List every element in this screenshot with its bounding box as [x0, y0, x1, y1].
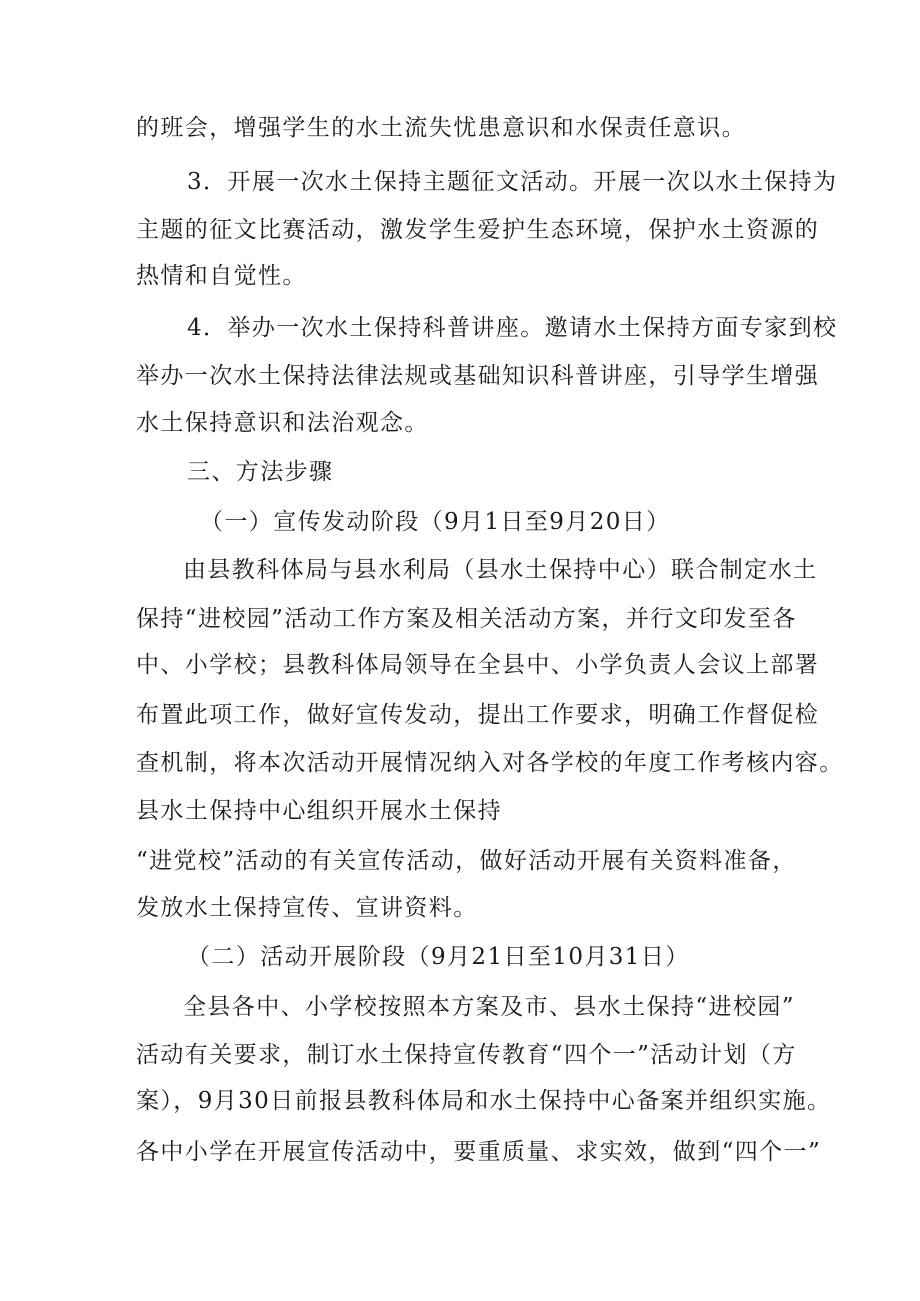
paragraph-line: 中、小学校；县教科体局领导在全县中、小学负责人会议上部署 [136, 652, 820, 678]
paragraph-line: 主题的征文比赛活动，激发学生爱护生态环境，保护水土资源的 [136, 217, 820, 243]
paragraph-line: 布置此项工作，做好宣传发动，提出工作要求，明确工作督促检 [136, 702, 820, 728]
paragraph-line: 发放水土保持宣传、宣讲资料。 [136, 895, 478, 921]
paragraph-line: 全县各中、小学校按照本方案及市、县水土保持“进校园” [183, 994, 795, 1020]
paragraph-line: 举办一次水土保持法律法规或基础知识科普讲座，引导学生增强 [136, 363, 820, 389]
subsection-heading: （一）宣传发动阶段（9月1日至9月20日） [200, 509, 671, 535]
paragraph-line: 的班会，增强学生的水土流失忧患意识和水保责任意识。 [136, 115, 746, 141]
paragraph-line: 活动有关要求，制订水土保持宣传教育“四个一”活动计划（方 [136, 1042, 797, 1068]
paragraph-line: 由县教科体局与县水利局（县水土保持中心）联合制定水土 [183, 557, 818, 583]
paragraph-line: 4．举办一次水土保持科普讲座。邀请水土保持方面专家到校 [187, 315, 838, 341]
paragraph-line: 县水土保持中心组织开展水土保持 [136, 798, 502, 824]
section-heading: 三、方法步骤 [187, 459, 334, 485]
subsection-heading: （二）活动开展阶段（9月21日至10月31日） [187, 944, 690, 970]
paragraph-line: 水土保持意识和法治观念。 [136, 410, 429, 436]
paragraph-line: 各中小学在开展宣传活动中，要重质量、求实效，做到“四个一” [136, 1139, 822, 1165]
paragraph-line: 查机制，将本次活动开展情况纳入对各学校的年度工作考核内容。 [136, 750, 844, 776]
paragraph-line: 案），9月30日前报县教科体局和水土保持中心备案并组织实施。 [136, 1088, 832, 1114]
paragraph-line: 热情和自觉性。 [136, 263, 307, 289]
paragraph-line: 保持“进校园”活动工作方案及相关活动方案，并行文印发至各 [136, 606, 797, 632]
paragraph-line: “进党校”活动的有关宣传活动，做好活动开展有关资料准备， [136, 848, 797, 874]
paragraph-line: 3．开展一次水土保持主题征文活动。开展一次以水土保持为 [187, 169, 838, 195]
